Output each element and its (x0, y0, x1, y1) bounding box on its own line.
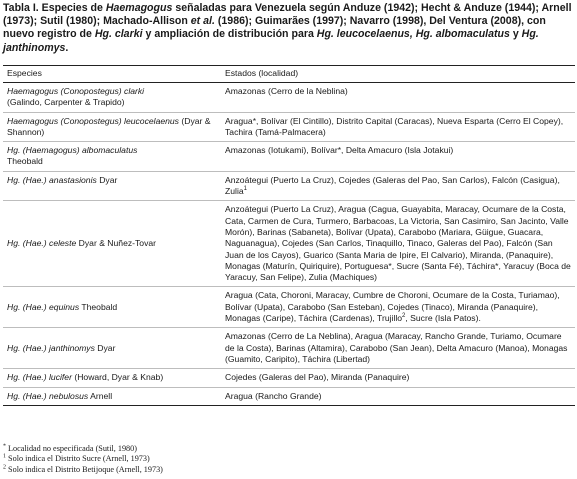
species-cell (3, 142, 221, 172)
states-cell: Cojedes (Galeras del Pao), Miranda (Panaquire) (225, 372, 410, 383)
species-name: Hg. (Hae.) equinus (7, 301, 80, 312)
species-cell (3, 387, 221, 405)
species-cell (3, 287, 221, 328)
states-cell: Amazonas (Iotukami), Bolívar*, Delta Amacuro (Isla Jotakui) (225, 145, 454, 156)
states-cell: Aragua*, Bolívar (El Cintillo), Distrito Capital (Caracas), Nueva Esparta (Cerro El Copey), Tachira (Tamá-Palmacera) (225, 115, 564, 137)
species-name: Hg. (Hae.) anastasionis (7, 174, 97, 185)
species-name: Hg. (Hae.) lucifer (7, 372, 72, 383)
species-cell (3, 369, 221, 387)
species-cell (3, 171, 221, 201)
footnote-text: Solo indica el Distrito Betijoque (Arnell, 1973) (6, 464, 163, 474)
footnote-mark: 1 (3, 453, 6, 460)
footnote-text: Solo indica el Distrito Sucre (Arnell, 1973) (6, 454, 150, 464)
footnote-text: Localidad no especificada (Sutil, 1980) (6, 444, 137, 453)
table-row (3, 171, 575, 201)
states-cell: Aragua (Rancho Grande) (225, 390, 322, 401)
species-cell (3, 328, 221, 369)
table-row (3, 387, 575, 405)
footnotes (3, 444, 163, 475)
table-row (3, 287, 575, 328)
table-row (3, 142, 575, 172)
species-author: Dyar (99, 174, 118, 185)
footnote (3, 465, 163, 475)
footnote (3, 444, 163, 454)
species-name: Hg. (Hae.) nebulosus (7, 390, 89, 401)
footnote-mark: * (3, 443, 6, 450)
table-header-row (3, 66, 575, 83)
states-text: Anzoátegui (Puerto La Cruz), Cojedes (Galeras del Pao, San Carlos), Falcón (Casigua), Zulia (225, 174, 560, 197)
species-author: Dyar & Nuñez-Tovar (78, 238, 157, 249)
caption-text: señaladas para Venezuela según Anduze (1942); Hecht & Anduze (1944); Arnell (1973); Sutil (1980); Machado-Allison (3, 2, 572, 28)
table-row (3, 369, 575, 387)
species-author: (Howard, Dyar & Knab) (74, 372, 164, 383)
species-cell (3, 112, 221, 142)
caption-text: Tabla I. Especies de (3, 2, 106, 14)
table-row (3, 83, 575, 113)
caption-species: Hg. clarki (94, 28, 143, 41)
species-cell (3, 83, 221, 113)
caption-genus: Haemagogus (105, 2, 173, 14)
states-cell: Anzoátegui (Puerto La Cruz), Aragua (Cagua, Guayabita, Maracay, Ocumare de la Costa, Cata, Carmen de Cura, Turmero, Barbacoas, La Victoria, San Casimiro, San Jacinto, Valle Morón), Barinas (Sabaneta), Bolívar (Upata), Carabobo (Mariara, Güigue, Guacara, Naguanagua), Cojedes (San Carlos, Tinaquillo, Tinaco, Galeras del Pao), Falcón (San Juan de los Cayos), Guarico (Santa Maria de Ipire, El Calvario), Miranda, (Panaquire), Monagas (Maturín, Quiriquire), Portuguesa*, Sucre (Santa Fé), Táchira*, Yaracuy (Boca de Yaracuy, San Felipe), Zulia (Machiques) (225, 204, 571, 283)
caption-text: y ampliación de distribución para (142, 28, 317, 41)
species-table (3, 65, 575, 406)
footnote-mark: 2 (3, 464, 6, 471)
states-cell (221, 171, 575, 201)
species-name: Hg. (Haemagogus) albomaculatus (7, 145, 138, 156)
species-author: (Galindo, Carpenter & Trapido) (7, 97, 125, 108)
caption-etal: et al. (190, 15, 215, 28)
species-name: Haemagogus (Conopostegus) leucocelaenus (7, 115, 179, 126)
footnote-ref: 2 (402, 313, 406, 320)
header-states: Estados (localidad) (225, 68, 299, 79)
states-text: Aragua (Cata, Choroni, Maracay, Cumbre de Choroni, Ocumare de la Costa, Turiamao), Bolívar (Upata), Carabobo (San Esteban), Cojedes (Tinaco), Miranda (Panaquire), Monagas (Caripe), Táchira (Cardenas), Trujillo (225, 290, 560, 324)
species-cell (3, 201, 221, 287)
states-cell (221, 287, 575, 328)
species-author: Theobald (81, 301, 118, 312)
species-author: Arnell (90, 390, 113, 401)
table-row (3, 112, 575, 142)
species-name: Haemagogus (Conopostegus) clarki (7, 86, 145, 96)
species-author: (Dyar & Shannon) (7, 115, 211, 137)
states-cell: Amazonas (Cerro de la Neblina) (225, 86, 348, 96)
species-name: Hg. (Hae.) janthinomys (7, 342, 95, 353)
caption-species: Hg. janthinomys (3, 28, 539, 54)
species-author: Theobald (7, 156, 43, 167)
footnote (3, 454, 163, 464)
footnote-ref: 1 (243, 186, 247, 193)
species-name: Hg. (Hae.) celeste (7, 238, 77, 249)
species-author: Dyar (97, 342, 116, 353)
table-caption (3, 2, 575, 55)
caption-text: (1986); Guimarães (1997); Navarro (1998), Del Ventura (2008), con nuevo registro de (3, 15, 546, 41)
caption-species: Hg. leucocelaenus, Hg. albomaculatus (316, 28, 510, 41)
table-row (3, 328, 575, 369)
states-text: , Sucre (Isla Patos). (405, 313, 481, 324)
caption-text: . (65, 41, 69, 54)
header-species: Especies (7, 68, 42, 79)
states-cell: Amazonas (Cerro de La Neblina), Aragua (Maracay, Rancho Grande, Turiamo, Ocumare de la Costa), Barinas (Altamira), Carabobo (San Jean), Delta Amacuro (Manoa), Monagas (Guamito, Caripito), Táchira (Libertad) (225, 331, 568, 364)
caption-text: y (509, 28, 522, 41)
table-row (3, 201, 575, 287)
